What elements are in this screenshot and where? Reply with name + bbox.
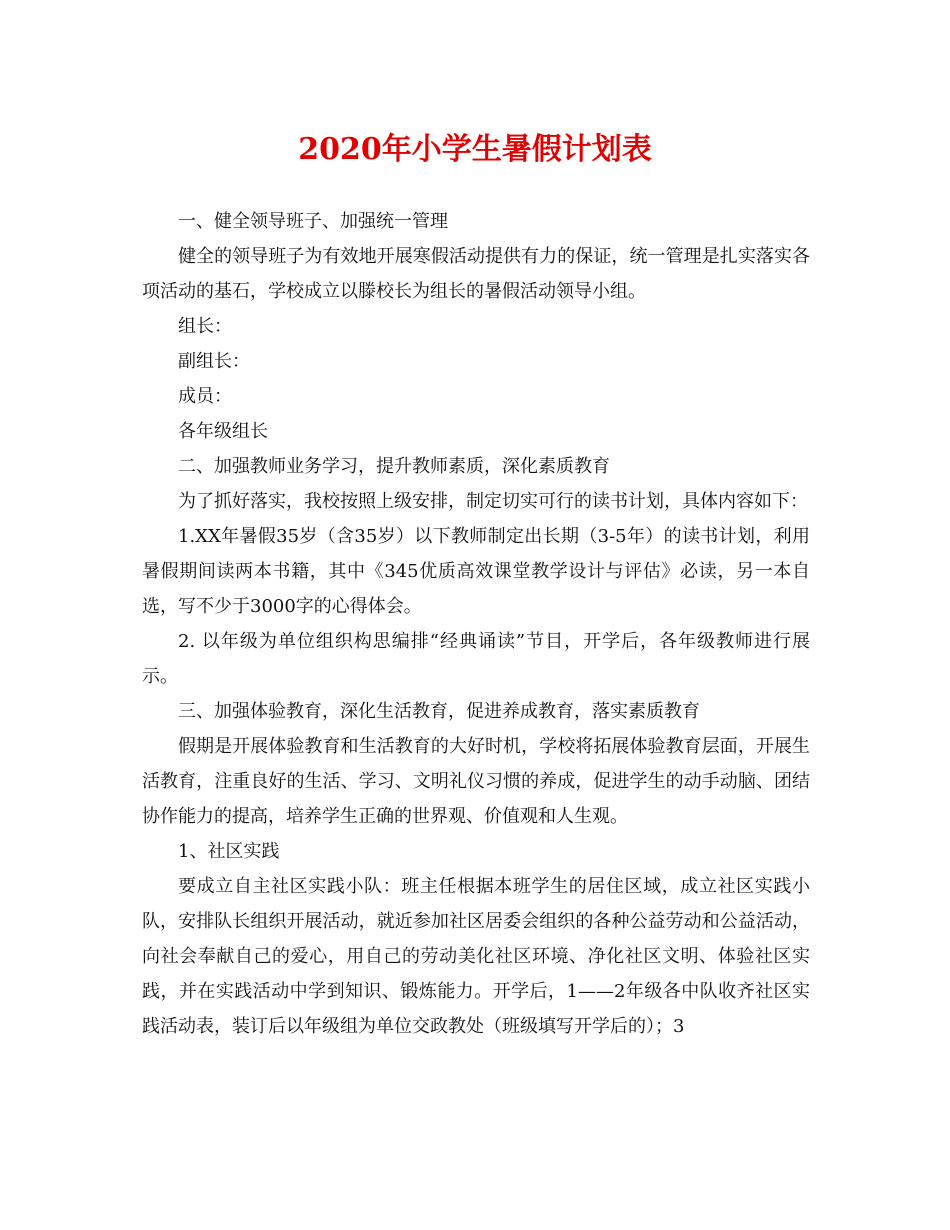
document-body [142, 204, 810, 1044]
heading-section-3: 三、加强体验教育，深化生活教育，促进养成教育，落实素质教育 [178, 701, 700, 722]
paragraph-reading-plan-intro: 为了抓好落实，我校按照上级安排，制定切实可行的读书计划，具体内容如下： [178, 491, 808, 512]
list-item-1: 1.XX年暑假35岁（含35岁）以下教师制定出长期（3-5年）的读书计划，利用暑假期间读两本书籍，其中《345优质高效课堂教学设计与评估》必读，另一本自选，写不少于3000字的心得体会。 [142, 526, 810, 617]
field-members: 成员： [178, 386, 232, 407]
paragraph-experience-education: 假期是开展体验教育和生活教育的大好时机，学校将拓展体验教育层面，开展生活教育，注重良好的生活、学习、文明礼仪习惯的养成，促进学生的动手动脑、团结协作能力的提高，培养学生正确的世界观、价值观和人生观。 [142, 736, 810, 827]
list-item-2: 2. 以年级为单位组织构思编排“经典诵读”节目，开学后，各年级教师进行展示。 [142, 631, 810, 687]
heading-section-1: 一、健全领导班子、加强统一管理 [178, 211, 448, 232]
subheading-community-practice: 1、社区实践 [178, 841, 280, 862]
heading-section-2: 二、加强教师业务学习，提升教师素质，深化素质教育 [178, 456, 610, 477]
document-title: 2020年小学生暑假计划表 [298, 132, 652, 167]
paragraph-leadership: 健全的领导班子为有效地开展寒假活动提供有力的保证，统一管理是扎实落实各项活动的基石，学校成立以滕校长为组长的暑假活动领导小组。 [142, 246, 810, 302]
field-group-leader: 组长： [178, 316, 232, 337]
field-deputy-leader: 副组长： [178, 351, 250, 372]
field-grade-leaders: 各年级组长 [178, 421, 268, 442]
paragraph-community-practice: 要成立自主社区实践小队：班主任根据本班学生的居住区域，成立社区实践小队，安排队长组织开展活动，就近参加社区居委会组织的各种公益劳动和公益活动，向社会奉献自己的爱心，用自己的劳动美化社区环境、净化社区文明、体验社区实践，并在实践活动中学到知识、锻炼能力。开学后，1——2年级各中队收齐社区实践活动表，装订后以年级组为单位交政教处（班级填写开学后的）；3 [142, 876, 810, 1037]
